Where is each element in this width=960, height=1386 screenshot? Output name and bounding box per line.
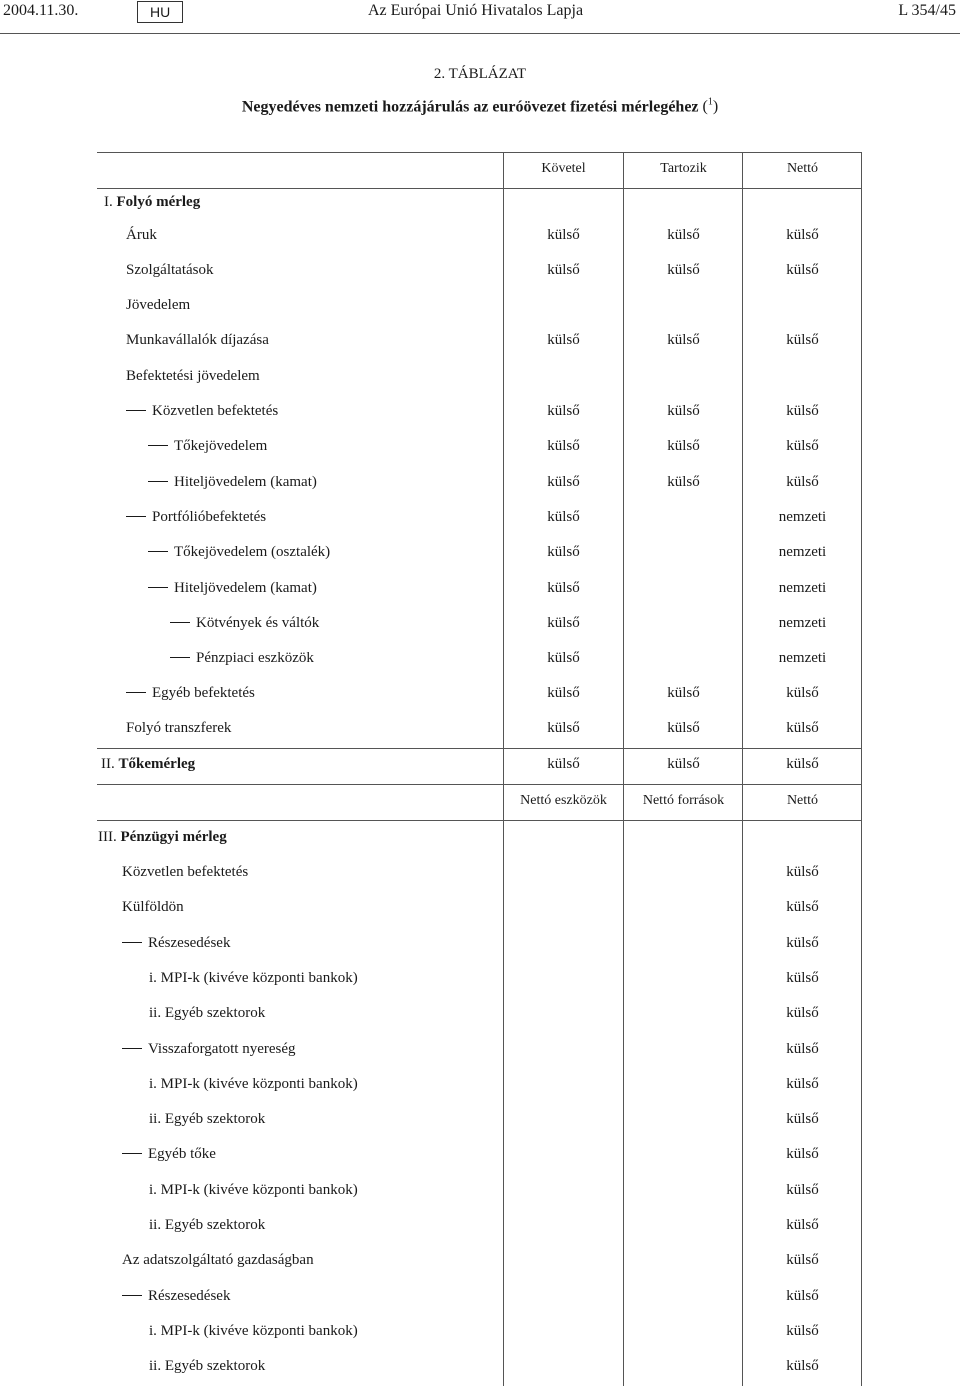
dash-marker <box>148 587 168 588</box>
row-label: Tőkejövedelem <box>174 438 268 454</box>
row-label: Jövedelem <box>126 297 191 313</box>
cell-credit: külső <box>547 262 580 278</box>
cell-credit: külső <box>547 509 580 525</box>
section-row-capital-account <box>0 756 960 791</box>
table-row <box>0 227 960 262</box>
table-row <box>0 935 960 970</box>
table-row <box>0 970 960 1005</box>
table-row <box>0 368 960 403</box>
table-row <box>0 864 960 899</box>
row-label: i. MPI-k (kivéve központi bankok) <box>149 1182 358 1198</box>
section-title: Folyó mérleg <box>116 194 201 210</box>
table-row <box>0 685 960 720</box>
row-label: Befektetési jövedelem <box>126 368 260 384</box>
table-row <box>0 1041 960 1076</box>
cell-net: külső <box>786 1288 819 1304</box>
row-label: ii. Egyéb szektorok <box>149 1005 266 1021</box>
cell-net: nemzeti <box>778 615 827 631</box>
col-header-debit: Tartozik <box>660 161 707 176</box>
dash-marker <box>122 1153 142 1154</box>
row-label: Az adatszolgáltató gazdaságban <box>122 1252 314 1268</box>
row-label: i. MPI-k (kivéve központi bankok) <box>149 1323 358 1339</box>
cell-net: külső <box>786 720 819 736</box>
dash-marker <box>122 1048 142 1049</box>
table-row <box>0 1358 960 1386</box>
table-title: Negyedéves nemzeti hozzájárulás az euróövezet fizetési mérlegéhez ($^1$) <box>241 97 719 116</box>
cell-net: külső <box>786 1217 819 1233</box>
row-label-wrap <box>148 438 267 455</box>
header-bottom-rule <box>97 188 862 189</box>
row-label: ii. Egyéb szektorok <box>149 1217 266 1233</box>
cell-net: külső <box>786 685 819 701</box>
table-row <box>0 332 960 367</box>
cell-credit: külső <box>547 227 580 243</box>
row-label: i. MPI-k (kivéve központi bankok) <box>149 1076 358 1092</box>
dash-marker <box>122 1295 142 1296</box>
table-row <box>0 1182 960 1217</box>
cell-net: külső <box>786 1041 819 1057</box>
cell-debit: külső <box>667 403 700 419</box>
page-reference: L 354/45 <box>898 2 956 19</box>
dash-marker <box>122 942 142 943</box>
cell-net: külső <box>786 970 819 986</box>
table-row <box>0 509 960 544</box>
row-label-wrap <box>126 685 255 702</box>
cell-credit: külső <box>547 474 580 490</box>
table-row <box>0 1111 960 1146</box>
dash-marker <box>126 410 146 411</box>
cell-net: külső <box>786 1358 819 1374</box>
journal-name: Az Európai Unió Hivatalos Lapja <box>368 2 584 19</box>
section-number: I. <box>104 194 113 210</box>
row-label: Folyó transzferek <box>126 720 232 736</box>
table-top-rule <box>97 152 862 153</box>
footnote-marker: 1 <box>707 97 713 108</box>
cell-net: külső <box>786 474 819 490</box>
cell-credit: külső <box>547 615 580 631</box>
cell-net: külső <box>786 227 819 243</box>
cell-debit: külső <box>667 227 700 243</box>
row-label: ii. Egyéb szektorok <box>149 1358 266 1374</box>
cell-credit: külső <box>547 332 580 348</box>
row-label: Pénzpiaci eszközök <box>196 650 314 666</box>
cell-net: külső <box>786 438 819 454</box>
cell-debit: külső <box>667 438 700 454</box>
cell-debit: külső <box>667 332 700 348</box>
cell-credit: külső <box>547 403 580 419</box>
section-number: II. <box>101 756 115 772</box>
cell-net: külső <box>786 864 819 880</box>
row-label: ii. Egyéb szektorok <box>149 1111 266 1127</box>
row-label: Külföldön <box>122 899 184 915</box>
cell-net: nemzeti <box>778 580 827 596</box>
table-row <box>0 544 960 579</box>
cell-debit: külső <box>667 685 700 701</box>
section-row-current-account <box>0 194 960 229</box>
table-row <box>0 1252 960 1287</box>
table-row <box>0 1146 960 1181</box>
row-label: Egyéb befektetés <box>152 685 255 701</box>
cell-credit: külső <box>547 650 580 666</box>
row-label: Tőkejövedelem (osztalék) <box>174 544 331 560</box>
section-title: Pénzügyi mérleg <box>120 829 227 845</box>
col-header-credit: Követel <box>541 161 586 176</box>
table-row <box>0 297 960 332</box>
cell-net: külső <box>786 1323 819 1339</box>
cell-credit: külső <box>547 685 580 701</box>
dash-marker <box>148 481 168 482</box>
language-badge: HU <box>137 1 183 23</box>
cell-net: külső <box>786 332 819 348</box>
table-caption: 2. TÁBLÁZAT <box>433 66 527 82</box>
dash-marker <box>170 622 190 623</box>
section-number: III. <box>98 829 117 845</box>
section-row-financial-account <box>0 829 960 864</box>
section-title: Tőkemérleg <box>118 756 196 772</box>
table-row <box>0 1323 960 1358</box>
row-label-wrap <box>148 580 317 597</box>
cell-credit: külső <box>547 756 580 772</box>
row-label: Szolgáltatások <box>126 262 214 278</box>
row-label-wrap <box>122 1041 296 1058</box>
cell-net: külső <box>786 935 819 951</box>
table-row <box>0 403 960 438</box>
cell-net: külső <box>786 1146 819 1162</box>
row-label: Munkavállalók díjazása <box>126 332 269 348</box>
cell-credit: külső <box>547 544 580 560</box>
cell-net: külső <box>786 899 819 915</box>
table-title-text: Negyedéves nemzeti hozzájárulás az euróövezet fizetési mérlegéhez <box>241 98 699 116</box>
cell-net: külső <box>786 756 819 772</box>
section-label <box>101 756 195 773</box>
dash-marker <box>126 692 146 693</box>
dash-marker <box>148 551 168 552</box>
cell-net: nemzeti <box>778 650 827 666</box>
cell-net: külső <box>786 1076 819 1092</box>
table-row <box>0 1288 960 1323</box>
dash-marker <box>126 516 146 517</box>
cell-debit: külső <box>667 756 700 772</box>
publication-date: 2004.11.30. <box>3 2 79 19</box>
table-row <box>0 580 960 615</box>
row-label-wrap <box>126 509 266 526</box>
row-label: Kötvények és váltók <box>196 615 320 631</box>
cell-net: külső <box>786 1005 819 1021</box>
row-label: Hiteljövedelem (kamat) <box>174 580 317 596</box>
fin-header-bottom-rule <box>97 820 862 821</box>
row-label-wrap <box>148 544 330 561</box>
row-label-wrap <box>170 615 319 632</box>
cell-net: nemzeti <box>778 509 827 525</box>
cell-net: nemzeti <box>778 544 827 560</box>
table-row <box>0 650 960 685</box>
row-label: Közvetlen befektetés <box>122 864 249 880</box>
row-label: Portfólióbefektetés <box>152 509 267 525</box>
cell-credit: külső <box>547 720 580 736</box>
row-label-wrap <box>122 935 230 952</box>
cell-debit: külső <box>667 474 700 490</box>
row-label: Részesedések <box>148 935 231 951</box>
col-header-net-assets: Nettó eszközök <box>520 793 607 808</box>
row-label: Közvetlen befektetés <box>152 403 279 419</box>
row-label: Hiteljövedelem (kamat) <box>174 474 317 490</box>
section-label <box>98 829 227 846</box>
row-label-wrap <box>122 1146 216 1163</box>
row-label: Áruk <box>126 227 157 243</box>
table-row <box>0 262 960 297</box>
section-label <box>104 194 200 211</box>
cell-net: külső <box>786 403 819 419</box>
row-label-wrap <box>122 1288 230 1305</box>
table-row <box>0 720 960 755</box>
cell-debit: külső <box>667 720 700 736</box>
table-row <box>0 438 960 473</box>
page-header <box>0 0 960 34</box>
table-row <box>0 899 960 934</box>
row-label-wrap <box>170 650 314 667</box>
cell-credit: külső <box>547 580 580 596</box>
dash-marker <box>148 445 168 446</box>
row-label: i. MPI-k (kivéve központi bankok) <box>149 970 358 986</box>
col-header-net-liabilities: Nettó források <box>642 793 725 808</box>
row-label: Részesedések <box>148 1288 231 1304</box>
table-row <box>0 1217 960 1252</box>
table-row <box>0 615 960 650</box>
col-header-net: Nettó <box>786 793 819 808</box>
cell-net: külső <box>786 1182 819 1198</box>
table-row <box>0 1005 960 1040</box>
dash-marker <box>170 657 190 658</box>
cell-net: külső <box>786 262 819 278</box>
cell-credit: külső <box>547 438 580 454</box>
col-header-net: Nettó <box>786 161 819 176</box>
cell-debit: külső <box>667 262 700 278</box>
cell-net: külső <box>786 1111 819 1127</box>
table-row <box>0 1076 960 1111</box>
cell-net: külső <box>786 1252 819 1268</box>
row-label-wrap <box>126 403 278 420</box>
row-label: Visszaforgatott nyereség <box>148 1041 296 1057</box>
row-label-wrap <box>148 474 317 491</box>
row-label: Egyéb tőke <box>148 1146 216 1162</box>
table-row <box>0 474 960 509</box>
